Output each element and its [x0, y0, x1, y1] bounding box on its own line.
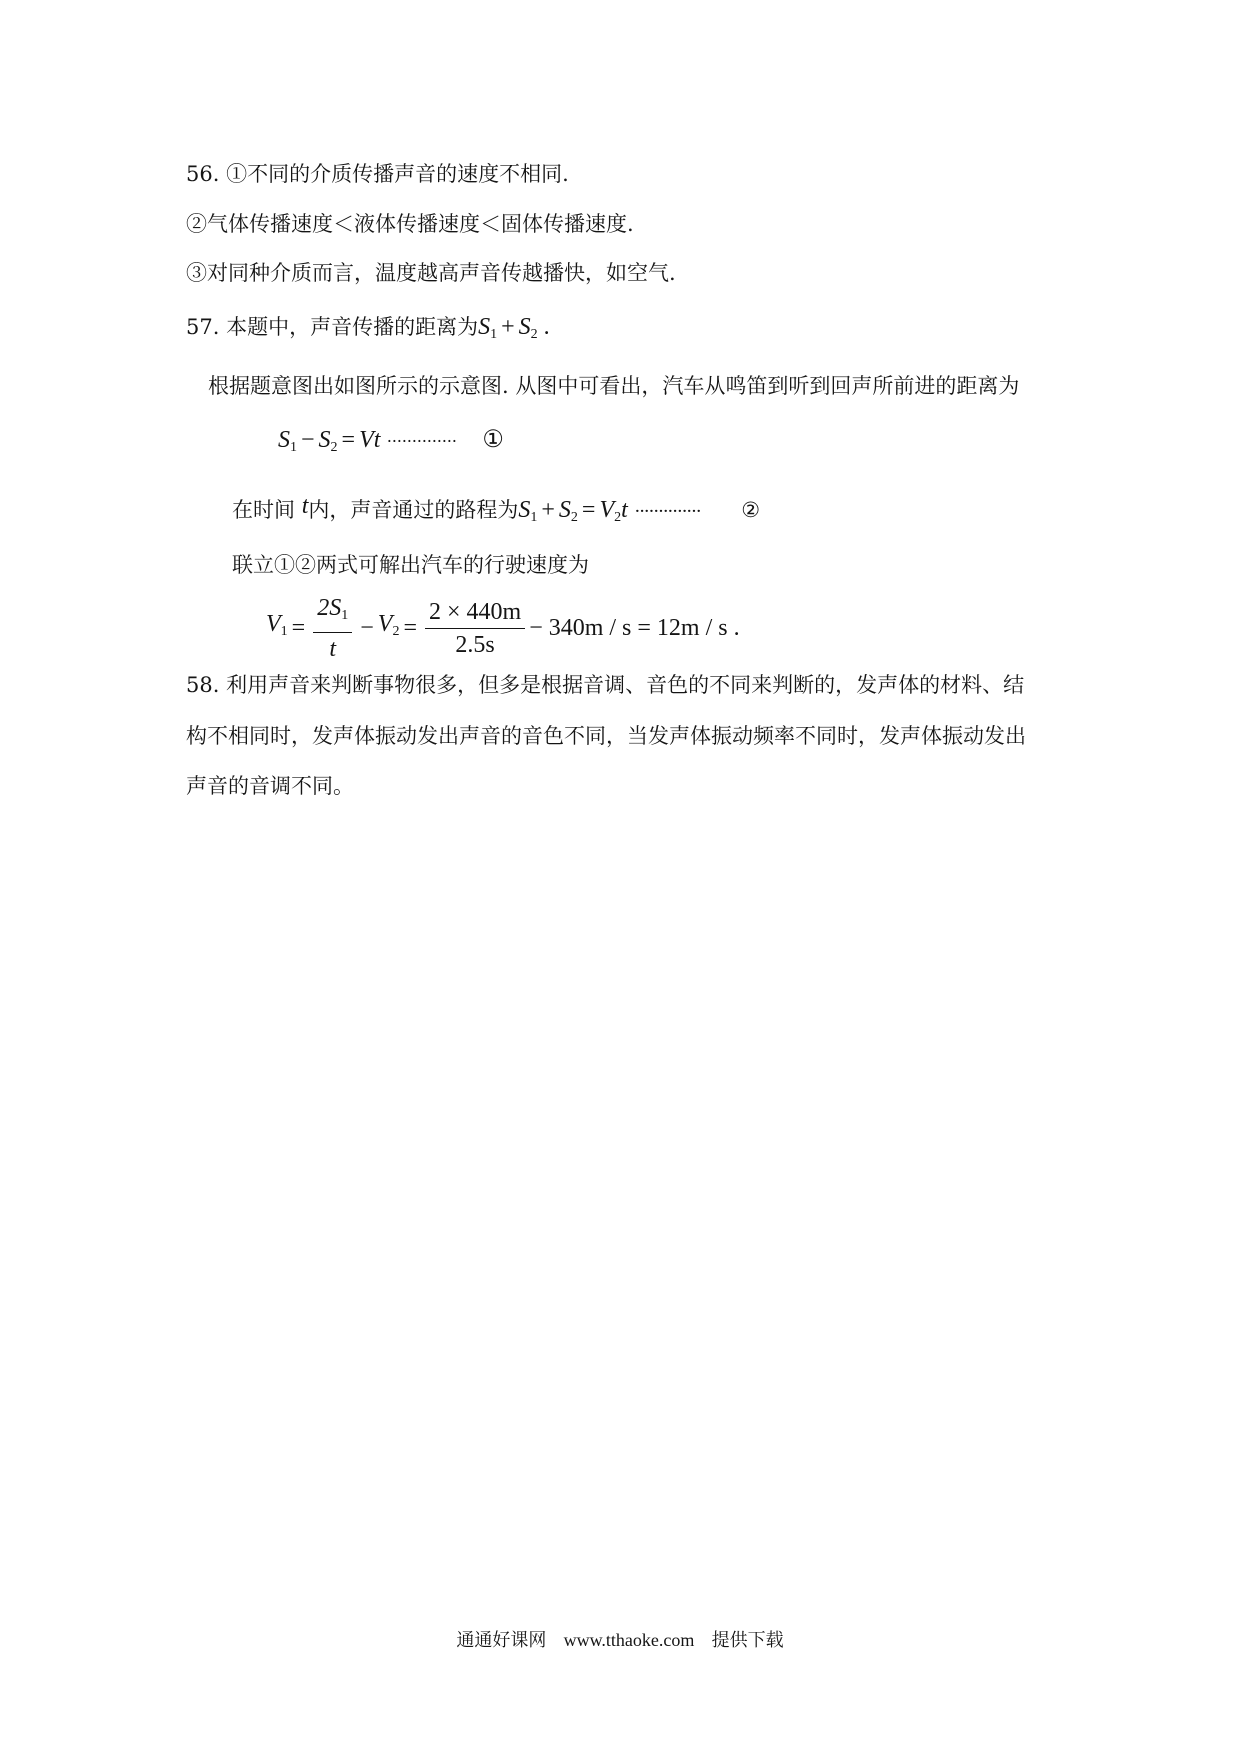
q57-combine: 联立①②两式可解出汽车的行驶速度为 [232, 553, 589, 577]
q57-time-var: t [301, 493, 309, 519]
q57-result: − 340m / s = 12m / s . [529, 615, 740, 641]
q57-frac2-denominator: 2.5s [455, 631, 495, 658]
q57-final-equation: $V_1$ = $\frac{2S_1}{t}$ − $V_2$ = $\frac{2 \times 440m}{2.5s}$ − 340m / s = 12m / s . [266, 592, 740, 664]
q57-equation-2: $S_1 + S_2 = V_2t$ [518, 497, 628, 525]
footer-provide: 提供下载 [711, 1630, 784, 1651]
q57-frac1-denominator: t [329, 635, 337, 662]
q57-fraction-1: $\frac{2S_1}{t}$ [313, 592, 352, 665]
q58-line-1: 58. 利用声音来判断事物很多，但多是根据音调、音色的不同来判断的，发声体的材料、结 [186, 673, 1025, 697]
q57-eq2-mark: ② [741, 498, 761, 522]
page-footer [0, 1628, 1240, 1653]
footer-site-name: 通通好课网 [456, 1630, 547, 1651]
q57-time-prefix: 在时间 [232, 498, 295, 522]
q58-line-3: 声音的音调不同。 [186, 774, 354, 798]
q56-line-1: 56. ①不同的介质传播声音的速度不相同. [186, 162, 569, 186]
q57-frac2-numerator: 2 × 440m [425, 596, 525, 629]
q56-line-3: ③对同种介质而言，温度越高声音传越播快，如空气. [186, 261, 676, 285]
q57-description: 根据题意图出如图所示的示意图. 从图中可看出，汽车从鸣笛到听到回声所前进的距离为 [208, 374, 1020, 398]
q57-intro-formula: $S_1 + S_2$ . [478, 314, 550, 342]
q56-line-2: ②气体传播速度＜液体传播速度＜固体传播速度. [186, 212, 634, 236]
q58-line-2: 构不相同时，发声体振动发出声音的音色不同，当发声体振动频率不同时，发声体振动发出 [186, 724, 1026, 748]
footer-url[interactable]: www.tthaoke.com [563, 1630, 695, 1650]
q57-frac1-numerator: 2S [317, 594, 342, 621]
q57-time-line [232, 492, 760, 532]
q57-equation-1: $S_1 - S_2 = Vt$ ·············· ① [278, 427, 504, 455]
q57-fraction-2 [425, 596, 525, 661]
q57-eq1-dots: ·············· [386, 431, 457, 451]
q57-time-suffix: 内，声音通过的路程为 [308, 498, 519, 522]
q57-eq1-mark: ① [482, 427, 504, 453]
q57-intro-text: 57. 本题中，声音传播的距离为 [186, 315, 479, 339]
q57-intro [186, 313, 550, 349]
q57-eq2-dots: ·············· [634, 501, 701, 522]
